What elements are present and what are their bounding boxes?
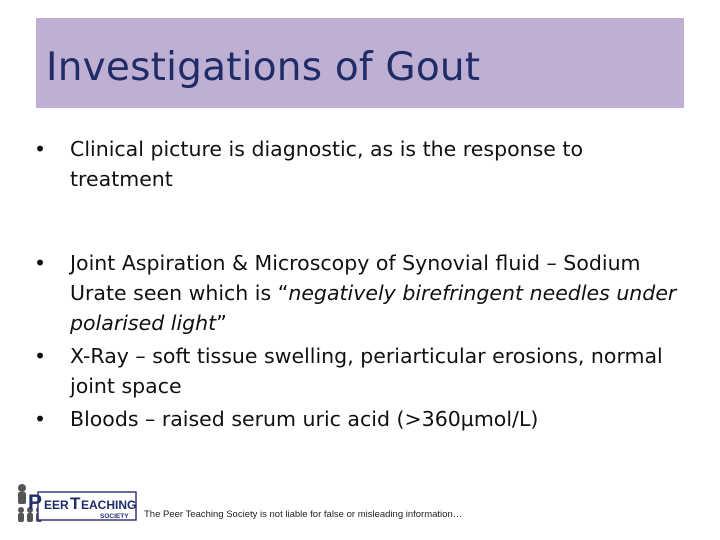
logo-text-society: SOCIETY [100,513,129,520]
bullet-text-emphasis: negatively birefringent needles under polarised light [70,281,677,335]
bullet-text: Bloods – raised serum uric acid (>360µmol/L) [70,407,539,431]
bullet-joint-aspiration [34,248,684,338]
bullet-marker: • [34,251,47,275]
bullet-text-after: ” [216,311,227,335]
bullet-xray [34,341,684,401]
logo-text-eaching: EACHING [81,498,137,512]
peer-teaching-society-logo [12,482,140,524]
footer [8,480,712,528]
bullet-text: X-Ray – soft tissue swelling, periarticular erosions, normal joint space [70,344,663,398]
bullet-marker: • [34,407,47,431]
slide-title: Investigations of Gout [46,45,481,90]
bullet-text: Clinical picture is diagnostic, as is the response to treatment [70,137,584,191]
bullet-text-before: Joint Aspiration & Microscopy of Synovial fluid – Sodium Urate seen which is “ [70,251,641,305]
bullet-marker: • [34,137,47,161]
bullet-marker: • [34,344,47,368]
bullet-bloods [34,404,684,434]
bullet-clinical-picture [34,134,684,194]
logo-text-eer: EER [44,498,69,512]
logo-letter-p: P [28,491,43,514]
disclaimer-text: The Peer Teaching Society is not liable for false or misleading information… [144,509,463,520]
logo-letter-t: T [70,494,81,513]
bullet-list [34,131,684,434]
